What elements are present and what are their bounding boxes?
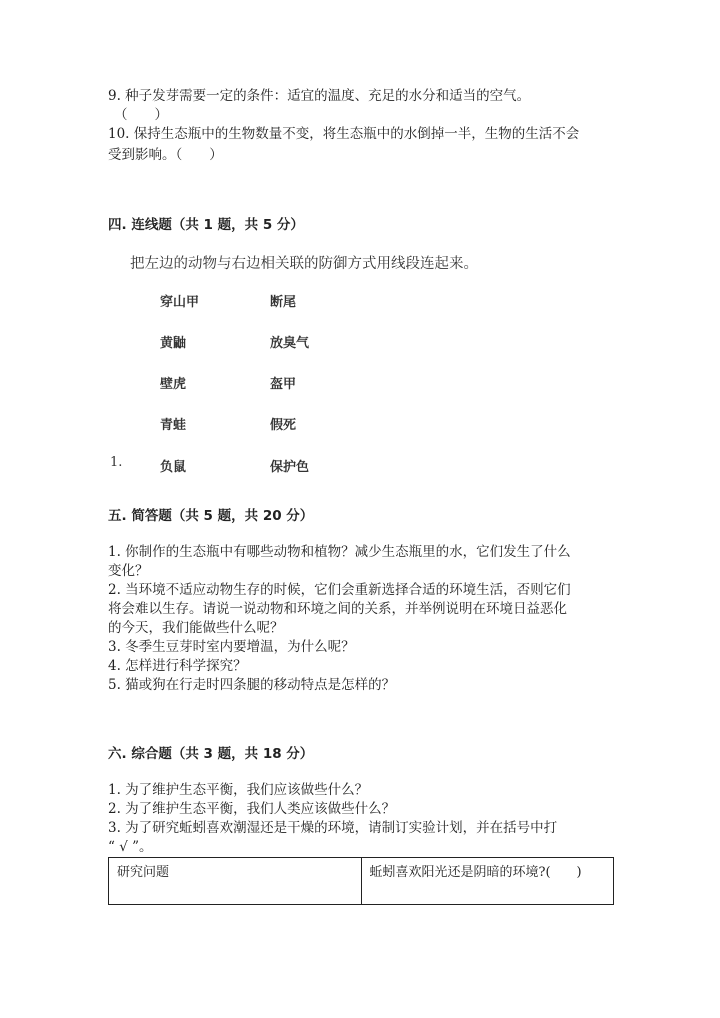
table-cell-question: 蚯蚓喜欢阳光还是阴暗的环境?( ) — [361, 858, 614, 905]
question-line: 2. 为了维护生态平衡，我们人类应该做些什么？ — [108, 801, 396, 817]
question-10: 10. 保持生态瓶中的生物数量不变，将生态瓶中的水倒掉一半，生物的生活不会 — [108, 126, 580, 142]
defense-item: 假死 — [270, 418, 297, 433]
question-line: 5. 猫或狗在行走时四条腿的移动特点是怎样的？ — [108, 677, 396, 693]
animal-item: 穿山甲 — [160, 295, 200, 310]
question-10-cont: 受到影响。（ ） — [108, 147, 223, 163]
defense-item: 断尾 — [270, 295, 297, 310]
animal-item: 黄鼬 — [160, 336, 187, 351]
defense-item: 保护色 — [270, 460, 310, 475]
table-cell-question-label: 研究问题 — [109, 858, 362, 905]
question-9: 9. 种子发芽需要一定的条件：适宜的温度、充足的水分和适当的空气。 — [108, 88, 531, 104]
question-line: 4. 怎样进行科学探究？ — [108, 658, 247, 674]
question-number: 1. — [110, 455, 123, 470]
question-line: 变化？ — [108, 563, 149, 579]
animal-item: 负鼠 — [160, 460, 187, 475]
animal-item: 青蛙 — [160, 418, 187, 433]
question-line: 3. 为了研究蚯蚓喜欢潮湿还是干燥的环境，请制订实验计划，并在括号中打 — [108, 820, 558, 836]
question-line: 3. 冬季生豆芽时室内要增温，为什么呢？ — [108, 639, 355, 655]
question-line: 的今天，我们能做些什么呢？ — [108, 620, 284, 636]
section-5-title: 五. 简答题（共 5 题，共 20 分） — [108, 508, 314, 524]
section-4-title: 四. 连线题（共 1 题，共 5 分） — [108, 217, 304, 233]
section-6-title: 六. 综合题（共 3 题，共 18 分） — [108, 746, 314, 762]
question-line: 将会难以生存。请说一说动物和环境之间的关系，并举例说明在环境日益恶化 — [108, 601, 567, 617]
question-line: “ √ ”。 — [108, 839, 153, 855]
answer-blank: （ ） — [114, 107, 168, 123]
matching-instruction: 把左边的动物与右边相关联的防御方式用线段连起来。 — [130, 256, 478, 272]
animal-item: 壁虎 — [160, 377, 187, 392]
experiment-table — [108, 857, 614, 905]
defense-item: 盔甲 — [270, 377, 297, 392]
question-line: 1. 为了维护生态平衡，我们应该做些什么？ — [108, 782, 369, 798]
question-line: 1. 你制作的生态瓶中有哪些动物和植物？减少生态瓶里的水，它们发生了什么 — [108, 544, 571, 560]
defense-item: 放臭气 — [270, 336, 310, 351]
question-line: 2. 当环境不适应动物生存的时候，它们会重新选择合适的环境生活，否则它们 — [108, 582, 571, 598]
